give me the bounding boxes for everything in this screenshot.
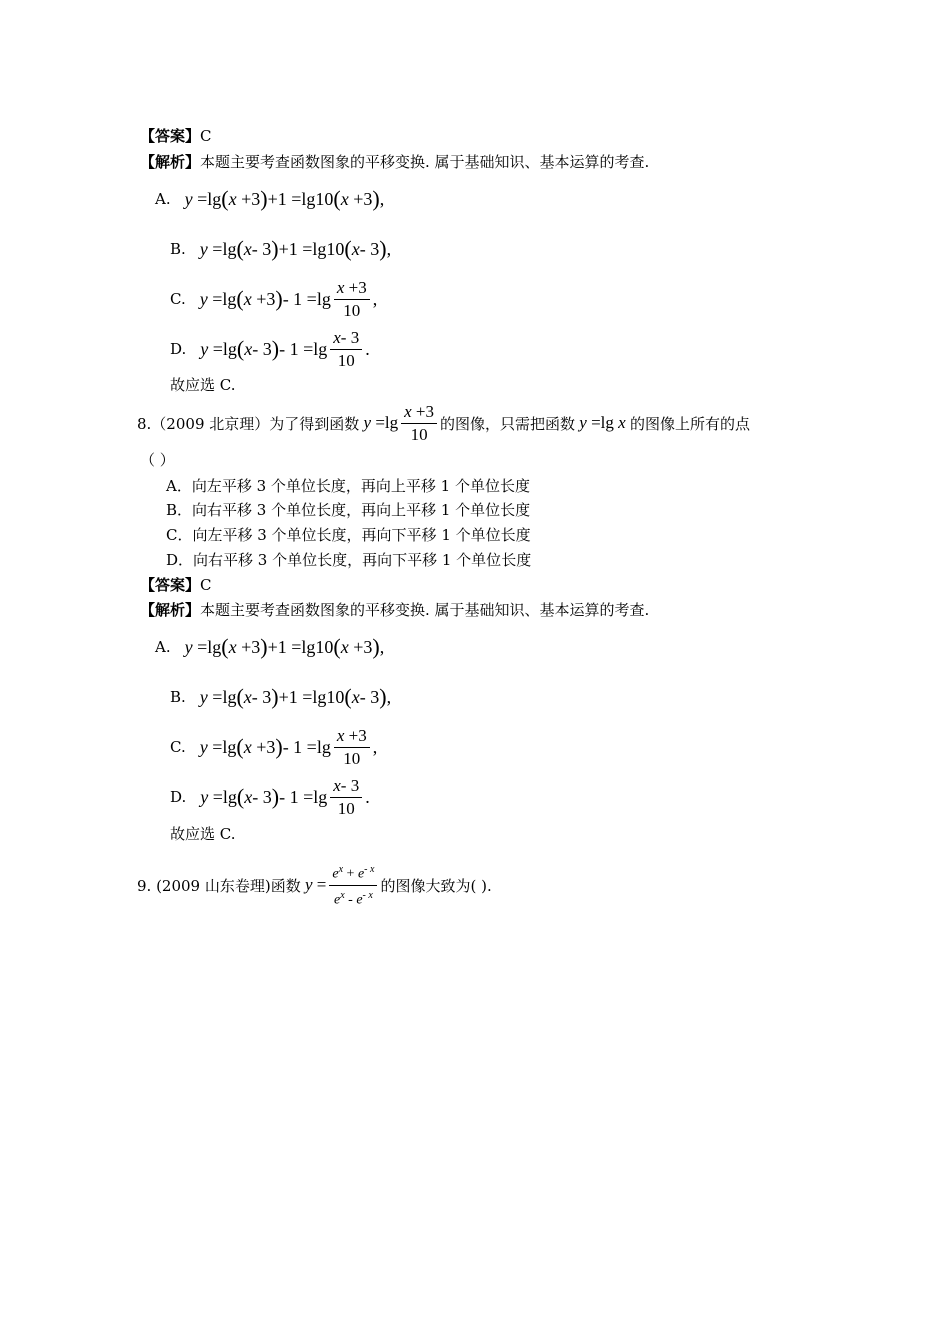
answer-line-1 — [140, 126, 212, 146]
question-8-choice-c: C．向左平移 3 个单位长度，再向下平移 1 个单位长度 — [166, 526, 531, 544]
question-9-stem: 9. (2009 山东卷理)函数 y = $\frac{e^x + e^{- x}}{e^x - e^{- x}}$ 的图像大致为( ). — [137, 862, 492, 908]
question-8-choice-d: D．向右平移 3 个单位长度，再向下平移 1 个单位长度 — [166, 551, 532, 569]
question-8-stem: 8.（2009 北京理）为了得到函数 y =lg $\frac{x +3}{10}$ 的图像，只需把函数 y =lg x 的图像上所有的点 — [137, 401, 750, 444]
formula-b-1: B. y =lg ( x - 3 ) +1 =lg10 ( x - 3 ) , — [170, 236, 392, 261]
formula-a-1: A. y =lg ( x +3 ) +1 =lg10 ( x +3 ) , — [155, 186, 385, 211]
formula-d-1: D. y =lg ( x - 3 ) - 1 =lg $\frac{x- 3}{10}$ . — [170, 327, 370, 370]
formula-c-1: C. y =lg ( x +3 ) - 1 =lg $\frac{x +3}{10}$ , — [170, 277, 378, 320]
conclusion-2: 故应选 C. — [170, 825, 236, 843]
question-8-choice-a: A．向左平移 3 个单位长度，再向上平移 1 个单位长度 — [166, 477, 530, 495]
formula-a-2: A. y =lg ( x +3 ) +1 =lg10 ( x +3 ) , — [155, 634, 385, 659]
analysis-text: 本题主要考查函数图象的平移变换. 属于基础知识、基本运算的考查. — [200, 153, 650, 171]
question-8-bracket: （ ） — [140, 451, 175, 469]
answer-value: C — [200, 127, 212, 145]
analysis-line-2 — [140, 600, 649, 620]
analysis-text: 本题主要考查函数图象的平移变换. 属于基础知识、基本运算的考查. — [200, 601, 650, 619]
answer-label: 【答案】 — [140, 576, 201, 594]
answer-line-2 — [140, 575, 212, 595]
formula-c-2: C. y =lg ( x +3 ) - 1 =lg $\frac{x +3}{10}$ , — [170, 725, 378, 768]
answer-value: C — [200, 576, 212, 594]
conclusion-1: 故应选 C. — [170, 376, 236, 394]
answer-label: 【答案】 — [140, 127, 201, 145]
formula-b-2: B. y =lg ( x - 3 ) +1 =lg10 ( x - 3 ) , — [170, 684, 392, 709]
analysis-label: 【解析】 — [140, 153, 201, 171]
analysis-label: 【解析】 — [140, 601, 201, 619]
formula-d-2: D. y =lg ( x - 3 ) - 1 =lg $\frac{x- 3}{10}$ . — [170, 775, 370, 818]
question-8-choice-b: B．向右平移 3 个单位长度，再向上平移 1 个单位长度 — [166, 501, 531, 519]
analysis-line-1 — [140, 152, 649, 172]
